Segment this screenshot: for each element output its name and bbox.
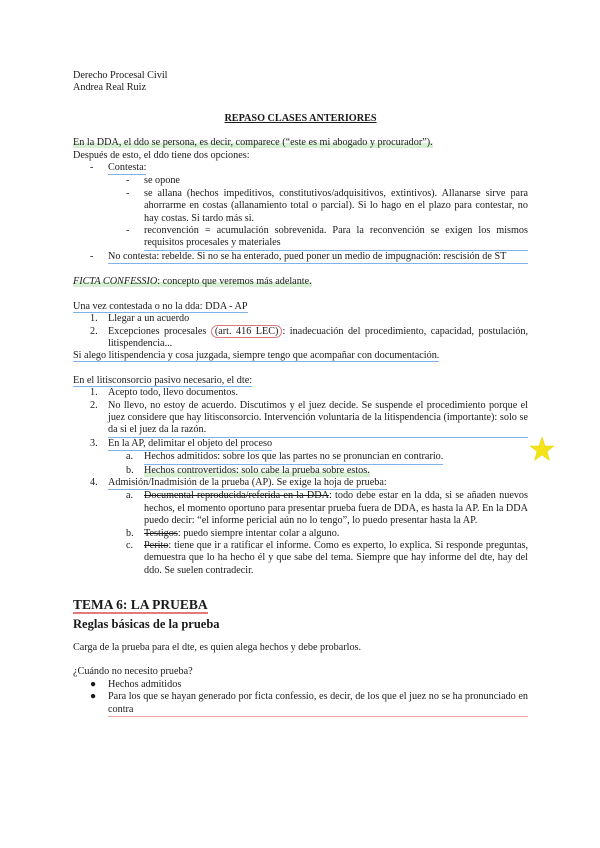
litis-lead: En el litisconsorcio pasivo necesario, el dte:	[73, 374, 253, 386]
ficta-note: FICTA CONFESSIO: concepto que veremos más adelante.	[73, 276, 312, 288]
litis-item: 2. No llevo, no estoy de acuerdo. Discutimos y el juez decide. Se suspende el procedimiento porque el juez considere que hay litisconsorcio. Intervención voluntaria de la litispendencia (importante): solo se da si el juez da la razón.	[73, 400, 528, 438]
intro-line-1: En la DDA, el ddo se persona, es decir, comparece (“este es mi abogado y procurador”).	[73, 137, 433, 149]
litis-subitem: a. Hechos admitidos: sobre los que las partes no se pronuncian en contrario.	[73, 451, 528, 464]
ap-item: 2. Excepciones procesales (art. 416 LEC) : inadecuación del procedimiento, capacidad, postulación, litispendencia...	[90, 325, 529, 349]
option-sub-item: - se opone	[126, 175, 180, 187]
bullet-item: ● Para los que se hayan generado por ficta confessio, es decir, de los que el juez no se ha pronunciado en contra	[73, 691, 528, 717]
question-heading: ¿Cuándo no necesito prueba?	[73, 666, 193, 678]
option-contesta: - Contesta:	[73, 162, 528, 175]
option-sub-item: - reconvención = acumulación sobrevenida. Para la reconvención se exigen los mismos requisitos procesales y materiales	[73, 225, 528, 251]
litis-item: 4. Admisión/Inadmisión de la prueba (AP). Se exige la hoja de prueba:	[73, 477, 528, 490]
subsection-heading: Reglas básicas de la prueba	[73, 616, 220, 631]
litis-subitem: c. Perito: tiene que ir a ratificar el informe. Como es experto, lo explica. Si responde preguntas, demuestra que lo ha hecho él y que sabe del tema. Siempre que hay informe del dte, hay del ddo. Se suelen contradecir.	[126, 540, 528, 576]
litis-subitem: b. Testigos: puedo siempre intentar colar a alguno.	[126, 527, 340, 539]
litis-subitem: a. Documental reproducida/referida en la DDA: todo debe estar en la dda, si se añaden nuevos hechos, el momento oportuno para presentar prueba fuera de DDA, es hasta la AP. En la DDA puedo decir: “el informe pericial aún no lo tengo”, lo puedo presentar hasta la AP.	[126, 490, 528, 527]
litis-item: 3. En la AP, delimitar el objeto del proceso	[73, 438, 528, 451]
option-sub-item: - se allana (hechos impeditivos, constitutivos/adquisitivos, extintivos). Allanarse sirve para ahorrarme en costas (allanamiento total o parcial). Si lo hago en el plazo para contestar, no hay costas. Si tardo más si.	[126, 187, 528, 224]
star-icon	[529, 436, 555, 462]
author-name: Andrea Real Ruiz	[73, 82, 146, 94]
course-name: Derecho Procesal Civil	[73, 70, 168, 81]
litis-subitem: b. Hechos controvertidos: solo cabe la prueba sobre estos.	[126, 464, 370, 476]
carga-prueba: Carga de la prueba para el dte, es quien alega hechos y debe probarlos.	[73, 642, 362, 654]
litis-item: 1. Acepto todo, llevo documentos.	[90, 387, 238, 399]
ap-lead: Una vez contestada o no la dda: DDA - AP	[73, 300, 248, 312]
document-page	[73, 70, 528, 717]
bullet-item: ● Hechos admitidos	[90, 678, 182, 690]
option-no-contesta: - No contesta: rebelde. Si no se ha enterado, pued poner un medio de impugnación: rescisión de ST	[73, 251, 528, 264]
article-reference: (art. 416 LEC)	[211, 325, 283, 338]
intro-line-2: Después de esto, el ddo tiene dos opciones:	[73, 149, 250, 161]
ap-item: 1. Llegar a un acuerdo	[90, 313, 190, 325]
ap-note: Si alego litispendencia y cosa juzgada, siempre tengo que acompañar con documentación.	[73, 350, 440, 362]
chapter-heading: TEMA 6: LA PRUEBA	[73, 597, 208, 613]
section-title: REPASO CLASES ANTERIORES	[224, 112, 377, 124]
